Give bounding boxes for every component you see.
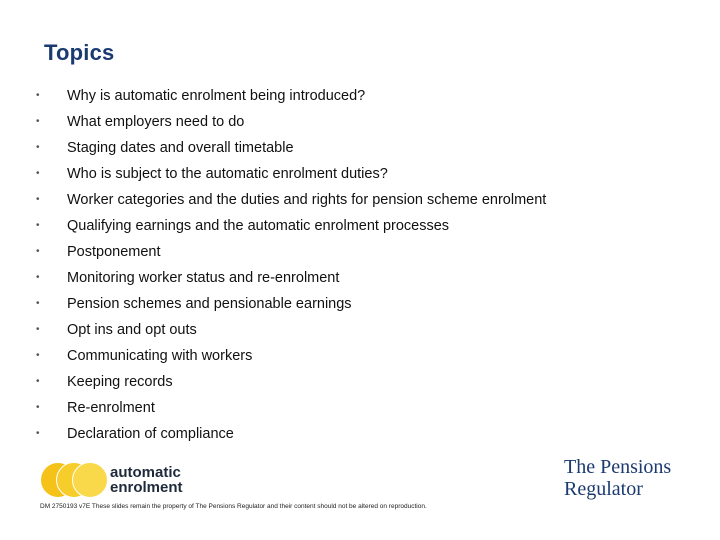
topic-text: Keeping records [67, 374, 173, 390]
list-item [34, 187, 546, 213]
list-item [34, 265, 546, 291]
topic-text: Monitoring worker status and re-enrolment [67, 270, 340, 286]
bullet-icon: • [36, 350, 40, 361]
automatic-enrolment-wordmark [110, 465, 183, 495]
list-item [34, 83, 546, 109]
topic-text: Why is automatic enrolment being introduced? [67, 88, 366, 104]
bullet-icon: • [36, 220, 40, 231]
topic-text: Communicating with workers [67, 348, 253, 364]
list-item [34, 421, 546, 447]
logo-circles-icon [40, 462, 106, 498]
slide-title: Topics [44, 40, 115, 65]
list-item [34, 395, 546, 421]
topic-text: Worker categories and the duties and rights for pension scheme enrolment [67, 192, 547, 208]
bullet-icon: • [36, 142, 40, 153]
bullet-icon: • [36, 272, 40, 283]
topic-text: What employers need to do [67, 114, 245, 130]
topic-text: Who is subject to the automatic enrolment duties? [67, 166, 388, 182]
list-item [34, 135, 546, 161]
wordmark-line-2: enrolment [110, 479, 183, 496]
list-item [34, 291, 546, 317]
list-item [34, 343, 546, 369]
bullet-icon: • [36, 90, 40, 101]
list-item [34, 109, 546, 135]
list-item [34, 369, 546, 395]
bullet-icon: • [36, 194, 40, 205]
topic-text: Qualifying earnings and the automatic enrolment processes [67, 218, 450, 234]
topics-list [34, 83, 546, 447]
list-item [34, 239, 546, 265]
topic-text: Postponement [67, 244, 161, 260]
topic-text: Pension schemes and pensionable earnings [67, 296, 352, 312]
footer-note: DM 2750193 v7E These slides remain the property of The Pensions Regulator and their content should not be altered on reproduction. [40, 503, 427, 510]
topic-text: Declaration of compliance [67, 426, 234, 442]
bullet-icon: • [36, 376, 40, 387]
logo-circle [72, 462, 108, 498]
list-item [34, 161, 546, 187]
bullet-icon: • [36, 402, 40, 413]
topic-text: Opt ins and opt outs [67, 322, 197, 338]
list-item [34, 213, 546, 239]
pensions-regulator-logo [564, 456, 671, 500]
bullet-icon: • [36, 324, 40, 335]
automatic-enrolment-logo [40, 462, 183, 498]
regulator-line-1: The Pensions [564, 456, 672, 478]
bullet-icon: • [36, 168, 40, 179]
bullet-icon: • [36, 116, 40, 127]
regulator-line-2: Regulator [564, 478, 643, 500]
bullet-icon: • [36, 298, 40, 309]
topic-text: Re-enrolment [67, 400, 155, 416]
bullet-icon: • [36, 246, 40, 257]
wordmark-line-1: automatic [110, 464, 181, 481]
list-item [34, 317, 546, 343]
topic-text: Staging dates and overall timetable [67, 140, 294, 156]
bullet-icon: • [36, 428, 40, 439]
